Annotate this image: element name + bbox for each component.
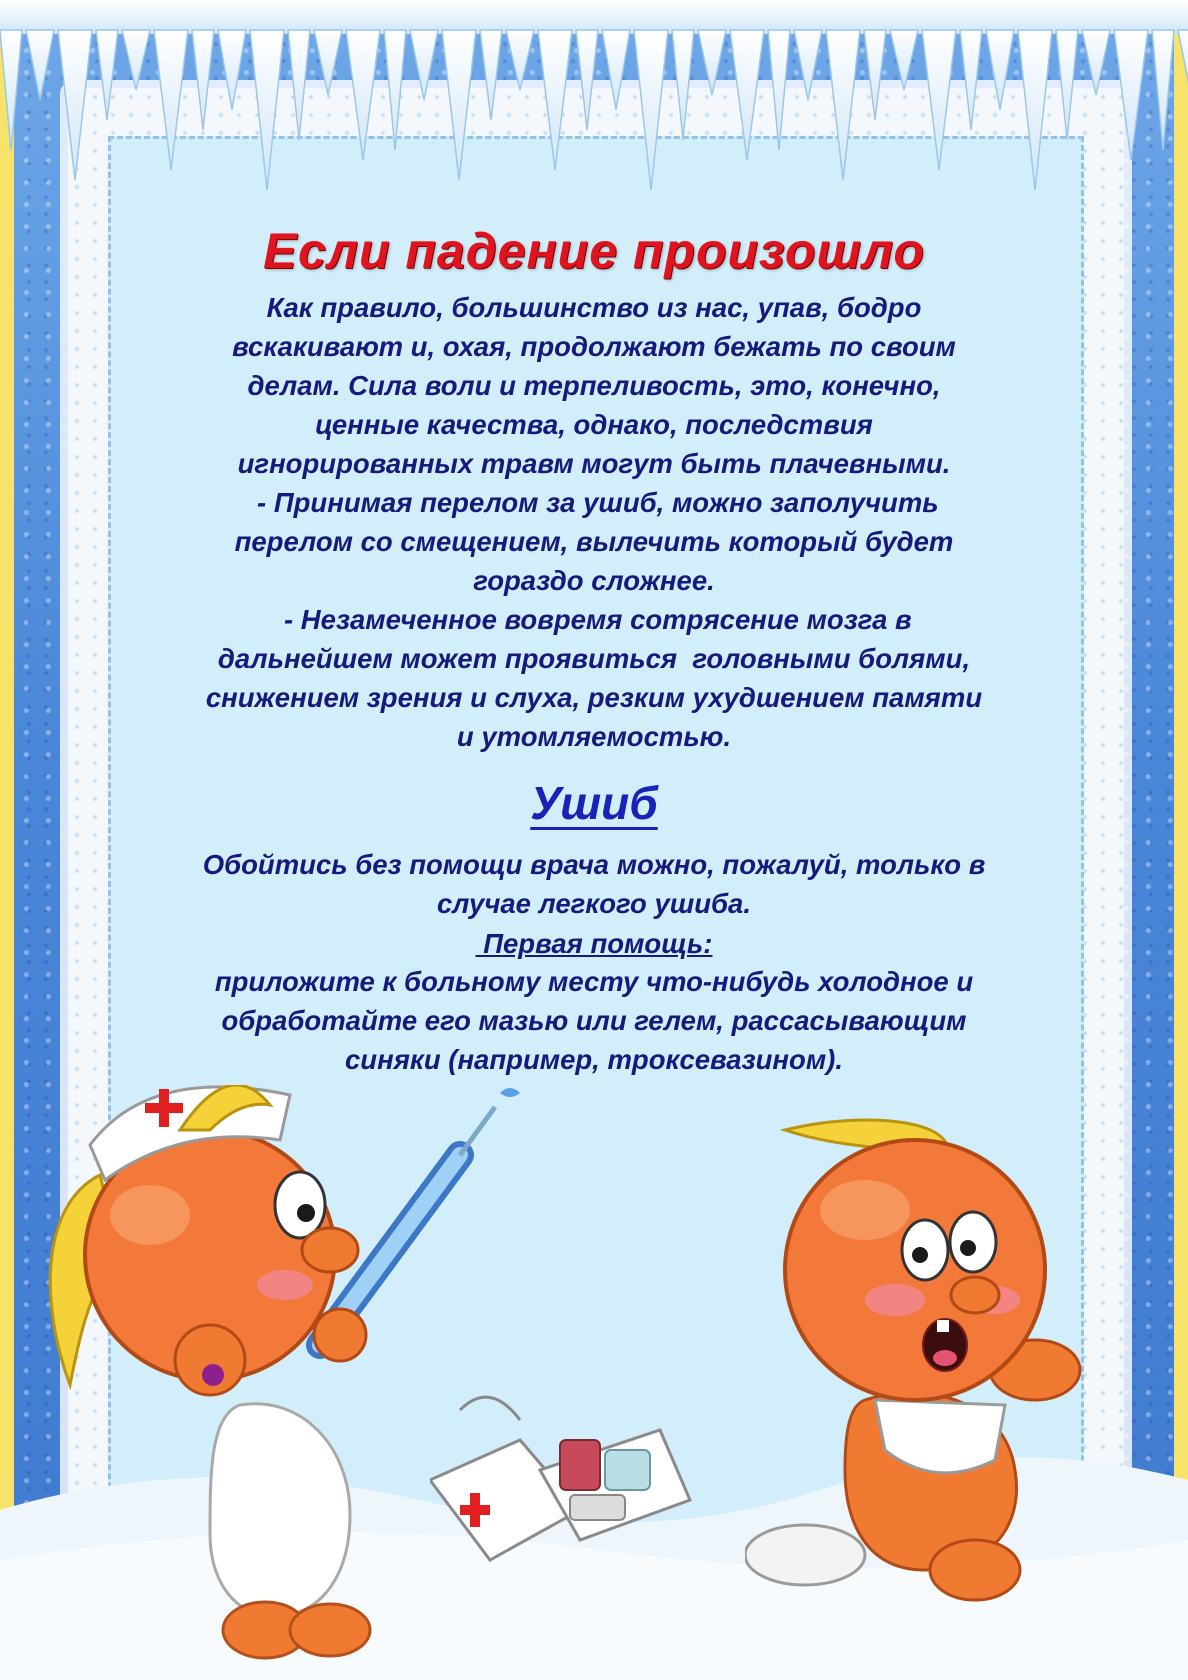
icicle — [890, 30, 918, 90]
icicle — [538, 30, 572, 170]
right-border-strip — [1174, 0, 1188, 1680]
intro-line: гораздо сложнее. — [473, 565, 715, 596]
icicle — [960, 30, 982, 130]
icicle — [698, 30, 726, 95]
icicle — [480, 30, 502, 120]
first-aid-line: обработайте его мазью или гелем, рассасывающим — [221, 1005, 967, 1036]
intro-line: - Принимая перелом за ушиб, можно заполучить — [249, 487, 939, 518]
intro-line: снижением зрения и слуха, резким ухудшением памяти — [205, 682, 983, 713]
icicle — [730, 30, 764, 160]
page-title: Если падение произошло — [263, 223, 925, 279]
icicle — [288, 30, 310, 140]
icicle — [96, 30, 118, 120]
section-paragraph — [118, 845, 1070, 923]
first-aid-line: приложите к больному месту что-нибудь холодное и — [214, 966, 974, 997]
intro-line: дальнейшем может проявиться головными болями, — [217, 643, 971, 674]
section-line: случае легкого ушиба. — [437, 888, 751, 919]
intro-line: делам. Сила воли и терпеливость, это, конечно, — [247, 370, 941, 401]
icicle — [672, 30, 694, 140]
icicle — [26, 30, 54, 100]
icicle — [576, 30, 598, 130]
icicle — [346, 30, 380, 160]
left-border-strip — [0, 0, 14, 1680]
intro-line: ценные качества, однако, последствия — [315, 409, 873, 440]
intro-line: - Незамеченное вовремя сотрясение мозга в — [276, 604, 912, 635]
intro-line: перелом со смещением, вылечить который будет — [234, 526, 954, 557]
icicle — [986, 30, 1014, 110]
intro-line: Как правило, большинство из нас, упав, бодро — [266, 292, 922, 323]
intro-line: и утомляемостью. — [456, 721, 732, 752]
icicle — [768, 30, 790, 150]
icicle — [1152, 30, 1174, 150]
icicle — [864, 30, 886, 120]
icicle — [410, 30, 438, 100]
icicle — [192, 30, 214, 130]
icicle — [0, 30, 22, 150]
nurse-child-illustration — [30, 1085, 550, 1670]
icicle — [922, 30, 956, 170]
icicle — [634, 30, 668, 190]
first-aid-paragraph — [118, 962, 1070, 1079]
intro-line: игнорированных травм могут быть плачевными. — [237, 448, 951, 479]
icicle — [1114, 30, 1148, 160]
icicle — [442, 30, 476, 180]
icicle — [314, 30, 342, 95]
icicle — [1082, 30, 1110, 95]
icicle — [1018, 30, 1052, 190]
intro-paragraph — [118, 288, 1070, 756]
section-line: Обойтись без помощи врача можно, пожалуй, только в — [202, 849, 986, 880]
icicle — [384, 30, 406, 150]
first-aid-label: Первая помощь: — [475, 928, 713, 959]
icicle — [826, 30, 860, 180]
section-title: Ушиб — [530, 777, 658, 829]
first-aid-kit-illustration — [430, 1380, 720, 1570]
icicle — [1178, 30, 1188, 100]
intro-line: вскакивают и, охая, продолжают бежать по своим — [232, 331, 956, 362]
icicle — [794, 30, 822, 100]
icicle — [218, 30, 246, 110]
icicle — [58, 30, 92, 180]
icicle — [506, 30, 534, 90]
icicle — [602, 30, 630, 110]
icicle — [250, 30, 284, 190]
icicle — [154, 30, 188, 170]
icicle — [1056, 30, 1078, 140]
icicles-decoration — [0, 0, 1188, 190]
injured-child-illustration — [745, 1100, 1165, 1670]
icicle — [122, 30, 150, 90]
first-aid-line: синяки (например, троксевазином). — [345, 1044, 843, 1075]
